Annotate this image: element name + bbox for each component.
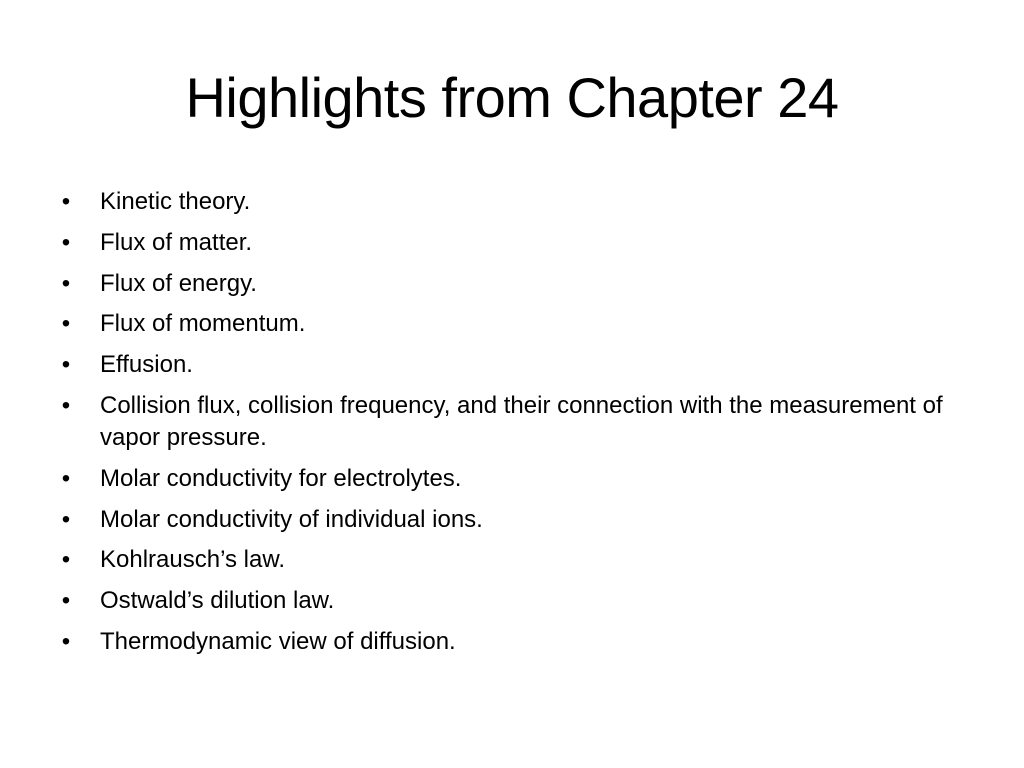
list-item — [56, 268, 956, 300]
bullet-icon: • — [61, 546, 71, 574]
list-item — [56, 227, 956, 259]
list-item-text: Molar conductivity of individual ions. — [100, 505, 483, 533]
list-item — [56, 544, 956, 576]
list-item — [56, 626, 956, 658]
list-item-text: Collision flux, collision frequency, and their connection with the measurement of vapor pressure. — [100, 391, 943, 451]
list-item — [56, 349, 956, 381]
bullet-icon: • — [61, 587, 71, 615]
list-item-text: Kinetic theory. — [100, 188, 251, 215]
list-item — [56, 504, 956, 536]
list-item-text: Thermodynamic view of diffusion. — [100, 627, 456, 655]
list-item-text: Kohlrausch’s law. — [100, 546, 285, 574]
bullet-icon: • — [61, 228, 71, 256]
list-item — [56, 585, 956, 617]
list-item — [56, 463, 956, 495]
bullet-icon: • — [61, 269, 71, 297]
list-item-text: Flux of energy. — [100, 269, 257, 297]
bullet-icon: • — [61, 505, 71, 533]
list-item-text: Effusion. — [100, 351, 193, 379]
list-item-text: Flux of momentum. — [100, 310, 306, 338]
bullet-icon: • — [61, 464, 71, 492]
bullet-icon: • — [61, 351, 71, 379]
list-item-text: Molar conductivity for electrolytes. — [100, 464, 462, 492]
list-item — [56, 390, 956, 454]
bullet-icon: • — [61, 627, 71, 655]
list-item-text: Flux of matter. — [100, 228, 253, 256]
bullet-icon: • — [61, 310, 71, 338]
bullet-icon: • — [61, 188, 71, 215]
list-item-text: Ostwald’s dilution law. — [100, 587, 335, 615]
slide-title: Highlights from Chapter 24 — [185, 66, 839, 129]
bullet-icon: • — [61, 391, 71, 419]
list-item — [56, 308, 956, 340]
bullet-list — [56, 186, 956, 667]
list-item — [56, 186, 956, 218]
